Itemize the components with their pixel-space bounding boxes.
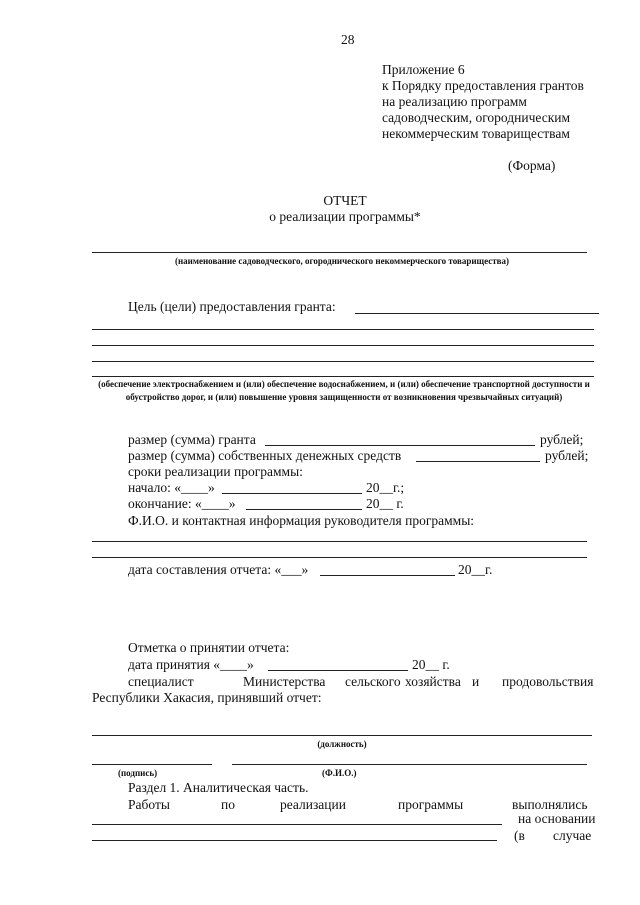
terms-label: сроки реализации программы: — [128, 464, 303, 479]
start-date-label: начало: «____» — [128, 480, 215, 495]
end-date-year: 20__ г. — [366, 496, 404, 511]
acceptance-title: Отметка о принятии отчета: — [128, 640, 290, 655]
report-date-line[interactable] — [320, 575, 455, 576]
own-funds-line[interactable] — [416, 461, 540, 462]
goal-line[interactable] — [92, 361, 594, 362]
acceptance-date-year: 20__ г. — [412, 657, 450, 672]
specialist-word: специалист — [128, 674, 194, 689]
org-caption: (наименование садоводческого, огороднического некоммерческого товарищества) — [174, 256, 510, 266]
report-subtitle: о реализации программы* — [269, 209, 421, 224]
acceptance-date-line[interactable] — [268, 670, 408, 671]
org-name-line[interactable] — [92, 252, 587, 253]
specialist-word: хозяйства — [405, 674, 461, 689]
report-date-year: 20__г. — [458, 562, 493, 577]
specialist-word: продовольствия — [502, 674, 594, 689]
section1-word: выполнялись — [512, 797, 588, 812]
position-line[interactable] — [92, 735, 592, 736]
specialist-word: Министерства — [243, 674, 326, 689]
page-number: 28 — [341, 32, 355, 47]
appendix-line: некоммерческим товариществам — [382, 126, 570, 141]
report-date-label: дата составления отчета: «___» — [128, 562, 309, 577]
goal-line[interactable] — [355, 313, 599, 314]
grant-amount-label: размер (сумма) гранта — [128, 432, 256, 447]
specialist-line2: Республики Хакасия, принявший отчет: — [92, 690, 322, 705]
section1-word: программы — [398, 797, 464, 812]
appendix-line: к Порядку предоставления грантов — [382, 78, 584, 93]
basis-text: на основании — [518, 811, 596, 826]
basis-line[interactable] — [92, 824, 502, 825]
end-date-label: окончание: «____» — [128, 496, 236, 511]
signature-line[interactable] — [92, 764, 212, 765]
section1-word: Работы — [128, 797, 170, 812]
section1-word: реализации — [280, 797, 346, 812]
acceptance-date-label: дата принятия «____» — [128, 657, 254, 672]
head-info-line[interactable] — [92, 557, 587, 558]
fio-line[interactable] — [232, 764, 587, 765]
fio-caption: (Ф.И.О.) — [322, 768, 357, 778]
specialist-word: сельского — [345, 674, 401, 689]
case-line[interactable] — [92, 840, 497, 841]
grant-amount-line[interactable] — [265, 445, 535, 446]
own-funds-unit: рублей; — [545, 448, 589, 463]
goal-label: Цель (цели) предоставления гранта: — [128, 299, 336, 314]
specialist-word: и — [472, 674, 480, 689]
appendix-line: на реализацию программ — [382, 94, 527, 109]
report-title: ОТЧЕТ — [323, 193, 367, 208]
appendix-line: Приложение 6 — [382, 62, 465, 77]
goal-line[interactable] — [92, 345, 594, 346]
section1-title: Раздел 1. Аналитическая часть. — [128, 780, 309, 795]
goal-line[interactable] — [92, 376, 594, 377]
goal-line[interactable] — [92, 329, 594, 330]
goal-caption: (обеспечение электроснабжением и (или) обеспечение водоснабжением, и (или) обеспечение транспортной доступности и обустройство дорог, и (или) повышение уровня защищенности от возникновения чрезвычайных ситуаций) — [98, 379, 590, 402]
head-info-line[interactable] — [92, 541, 587, 542]
form-label: (Форма) — [508, 158, 556, 173]
position-caption: (должность) — [317, 739, 367, 749]
head-info-label: Ф.И.О. и контактная информация руководителя программы: — [128, 513, 475, 528]
start-date-year: 20__г.; — [366, 480, 405, 495]
case-word: случае — [553, 828, 592, 843]
start-date-line[interactable] — [222, 493, 362, 494]
grant-amount-unit: рублей; — [540, 432, 584, 447]
section1-word: по — [221, 797, 235, 812]
case-word: (в — [514, 828, 525, 843]
signature-caption: (подпись) — [118, 768, 158, 778]
end-date-line[interactable] — [246, 509, 362, 510]
own-funds-label: размер (сумма) собственных денежных средств — [128, 448, 402, 463]
appendix-line: садоводческим, огородническим — [382, 110, 571, 125]
